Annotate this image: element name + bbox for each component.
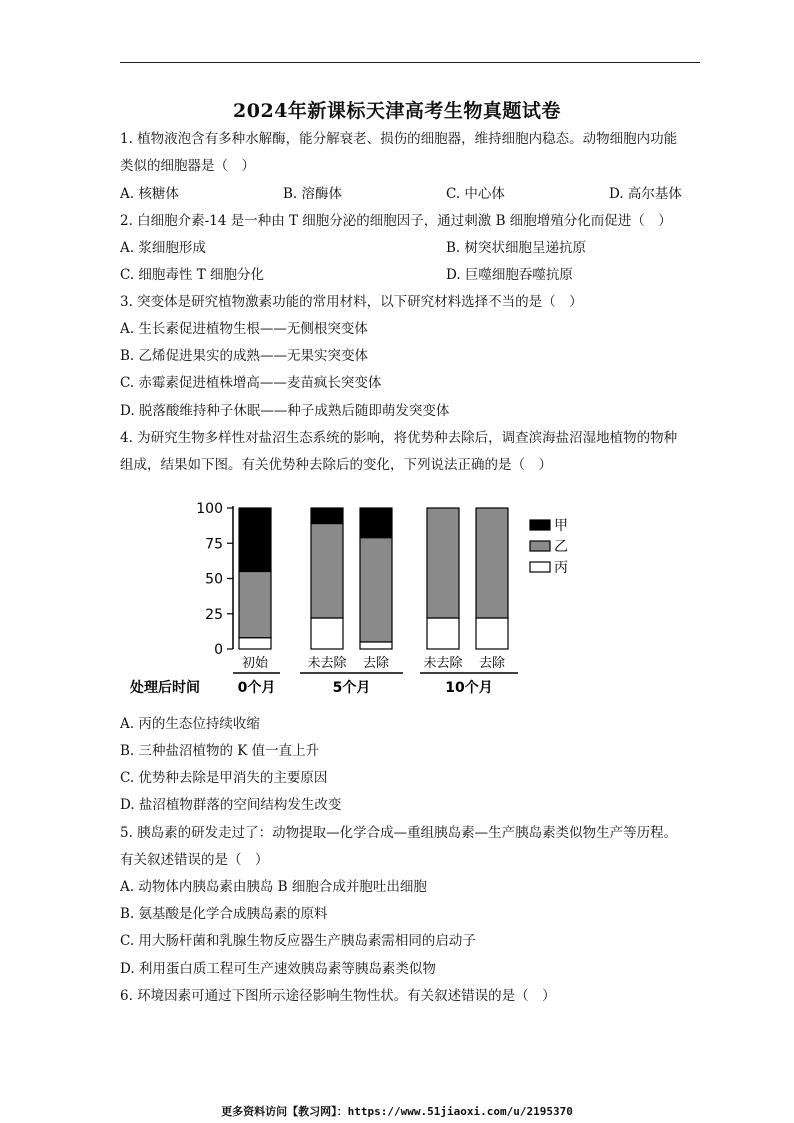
q1-option-c: C. 中心体 (446, 186, 505, 202)
header-rule (120, 62, 700, 63)
legend-label: 丙 (554, 560, 568, 576)
q2-stem: 2. 白细胞介素-14 是一种由 T 细胞分泌的细胞因子，通过刺激 B 细胞增殖分化而促进（ ） (120, 213, 672, 229)
q3-option-a: A. 生长素促进植物生根——无侧根突变体 (120, 321, 368, 337)
y-axis (196, 501, 233, 658)
q2-option-d: D. 巨噬细胞吞噬抗原 (446, 267, 573, 283)
q2-option-a: A. 浆细胞形成 (120, 240, 206, 256)
legend-label: 甲 (554, 518, 568, 534)
x-category-label: 去除 (478, 656, 506, 671)
species-composition-chart (120, 490, 600, 702)
q3-stem: 3. 突变体是研究植物激素功能的常用材料，以下研究材料选择不当的是（ ） (120, 294, 583, 310)
q5-stem-line2: 有关叙述错误的是（ ） (120, 852, 269, 868)
bar-segment-丙 (311, 618, 343, 649)
q5-option-c: C. 用大肠杆菌和乳腺生物反应器生产胰岛素需相同的启动子 (120, 933, 476, 949)
y-tick-label: 25 (205, 606, 223, 623)
legend-swatch (530, 541, 550, 551)
x-axis-title: 处理后时间 (130, 680, 200, 696)
page-title: 2024年新课标天津高考生物真题试卷 (233, 100, 561, 122)
x-group-label: 5个月 (332, 680, 371, 696)
bar-segment-甲 (239, 508, 271, 571)
q4-option-b: B. 三种盐沼植物的 K 值一直上升 (120, 743, 320, 759)
legend (530, 518, 568, 576)
x-category-label: 初始 (241, 656, 269, 671)
q6-stem: 6. 环境因素可通过下图所示途径影响生物性状。有关叙述错误的是（ ） (120, 988, 556, 1004)
footer-link[interactable]: 更多资料访问【教习网】：https://www.51jiaoxi.com/u/2195370 (221, 1105, 573, 1118)
legend-label: 乙 (554, 539, 568, 555)
q1-option-d: D. 高尔基体 (609, 186, 682, 202)
q5-option-a: A. 动物体内胰岛素由胰岛 B 细胞合成并胞吐出细胞 (120, 879, 427, 895)
y-tick-label: 75 (205, 536, 223, 553)
q4-stem-line2: 组成，结果如下图。有关优势种去除后的变化，下列说法正确的是（ ） (120, 457, 552, 473)
bar-segment-乙 (476, 508, 508, 618)
x-category-label: 去除 (362, 656, 390, 671)
q4-option-c: C. 优势种去除是甲消失的主要原因 (120, 770, 328, 786)
q2-option-b: B. 树突状细胞呈递抗原 (446, 240, 587, 256)
bar-segment-丙 (476, 618, 508, 649)
x-axis-labels (129, 655, 518, 696)
x-group-label: 10个月 (445, 680, 493, 696)
bar-segment-丙 (427, 618, 459, 649)
q1-option-a: A. 核糖体 (120, 186, 179, 202)
bar-segment-乙 (360, 538, 392, 642)
bar-segment-乙 (311, 524, 343, 618)
q5-option-d: D. 利用蛋白质工程可生产速效胰岛素等胰岛素类似物 (120, 961, 436, 977)
bar-segment-甲 (360, 508, 392, 538)
bar-segment-乙 (427, 508, 459, 618)
q4-stem-line1: 4. 为研究生物多样性对盐沼生态系统的影响，将优势种去除后，调查滨海盐沼湿地植物的物种 (120, 430, 678, 446)
q2-option-c: C. 细胞毒性 T 细胞分化 (120, 267, 265, 283)
y-tick-label: 0 (214, 642, 223, 658)
q1-option-b: B. 溶酶体 (283, 186, 343, 202)
bar-segment-丙 (360, 642, 392, 649)
legend-swatch (530, 520, 550, 530)
x-group-label: 0个月 (237, 680, 276, 696)
bars (239, 508, 508, 649)
bar-segment-丙 (239, 638, 271, 649)
q3-option-c: C. 赤霉素促进植株增高——麦苗疯长突变体 (120, 375, 382, 391)
q4-option-a: A. 丙的生态位持续收缩 (120, 716, 260, 732)
y-tick-label: 50 (205, 571, 223, 588)
q5-stem-line1: 5. 胰岛素的研发走过了：动物提取—化学合成—重组胰岛素—生产胰岛素类似物生产等历程。 (120, 825, 678, 841)
q5-option-b: B. 氨基酸是化学合成胰岛素的原料 (120, 906, 328, 922)
bar-segment-乙 (239, 571, 271, 637)
y-tick-label: 100 (196, 501, 223, 517)
bar-segment-甲 (311, 508, 343, 524)
x-category-label: 未去除 (307, 656, 347, 671)
legend-swatch (530, 562, 550, 572)
q3-option-d: D. 脱落酸维持种子休眠——种子成熟后随即萌发突变体 (120, 403, 450, 419)
q3-option-b: B. 乙烯促进果实的成熟——无果实突变体 (120, 348, 369, 364)
q1-stem-line2: 类似的细胞器是（ ） (120, 158, 255, 174)
x-category-label: 未去除 (423, 656, 463, 671)
q1-stem-line1: 1. 植物液泡含有多种水解酶，能分解衰老、损伤的细胞器，维持细胞内稳态。动物细胞内功能 (120, 131, 678, 147)
q4-option-d: D. 盐沼植物群落的空间结构发生改变 (120, 797, 342, 813)
